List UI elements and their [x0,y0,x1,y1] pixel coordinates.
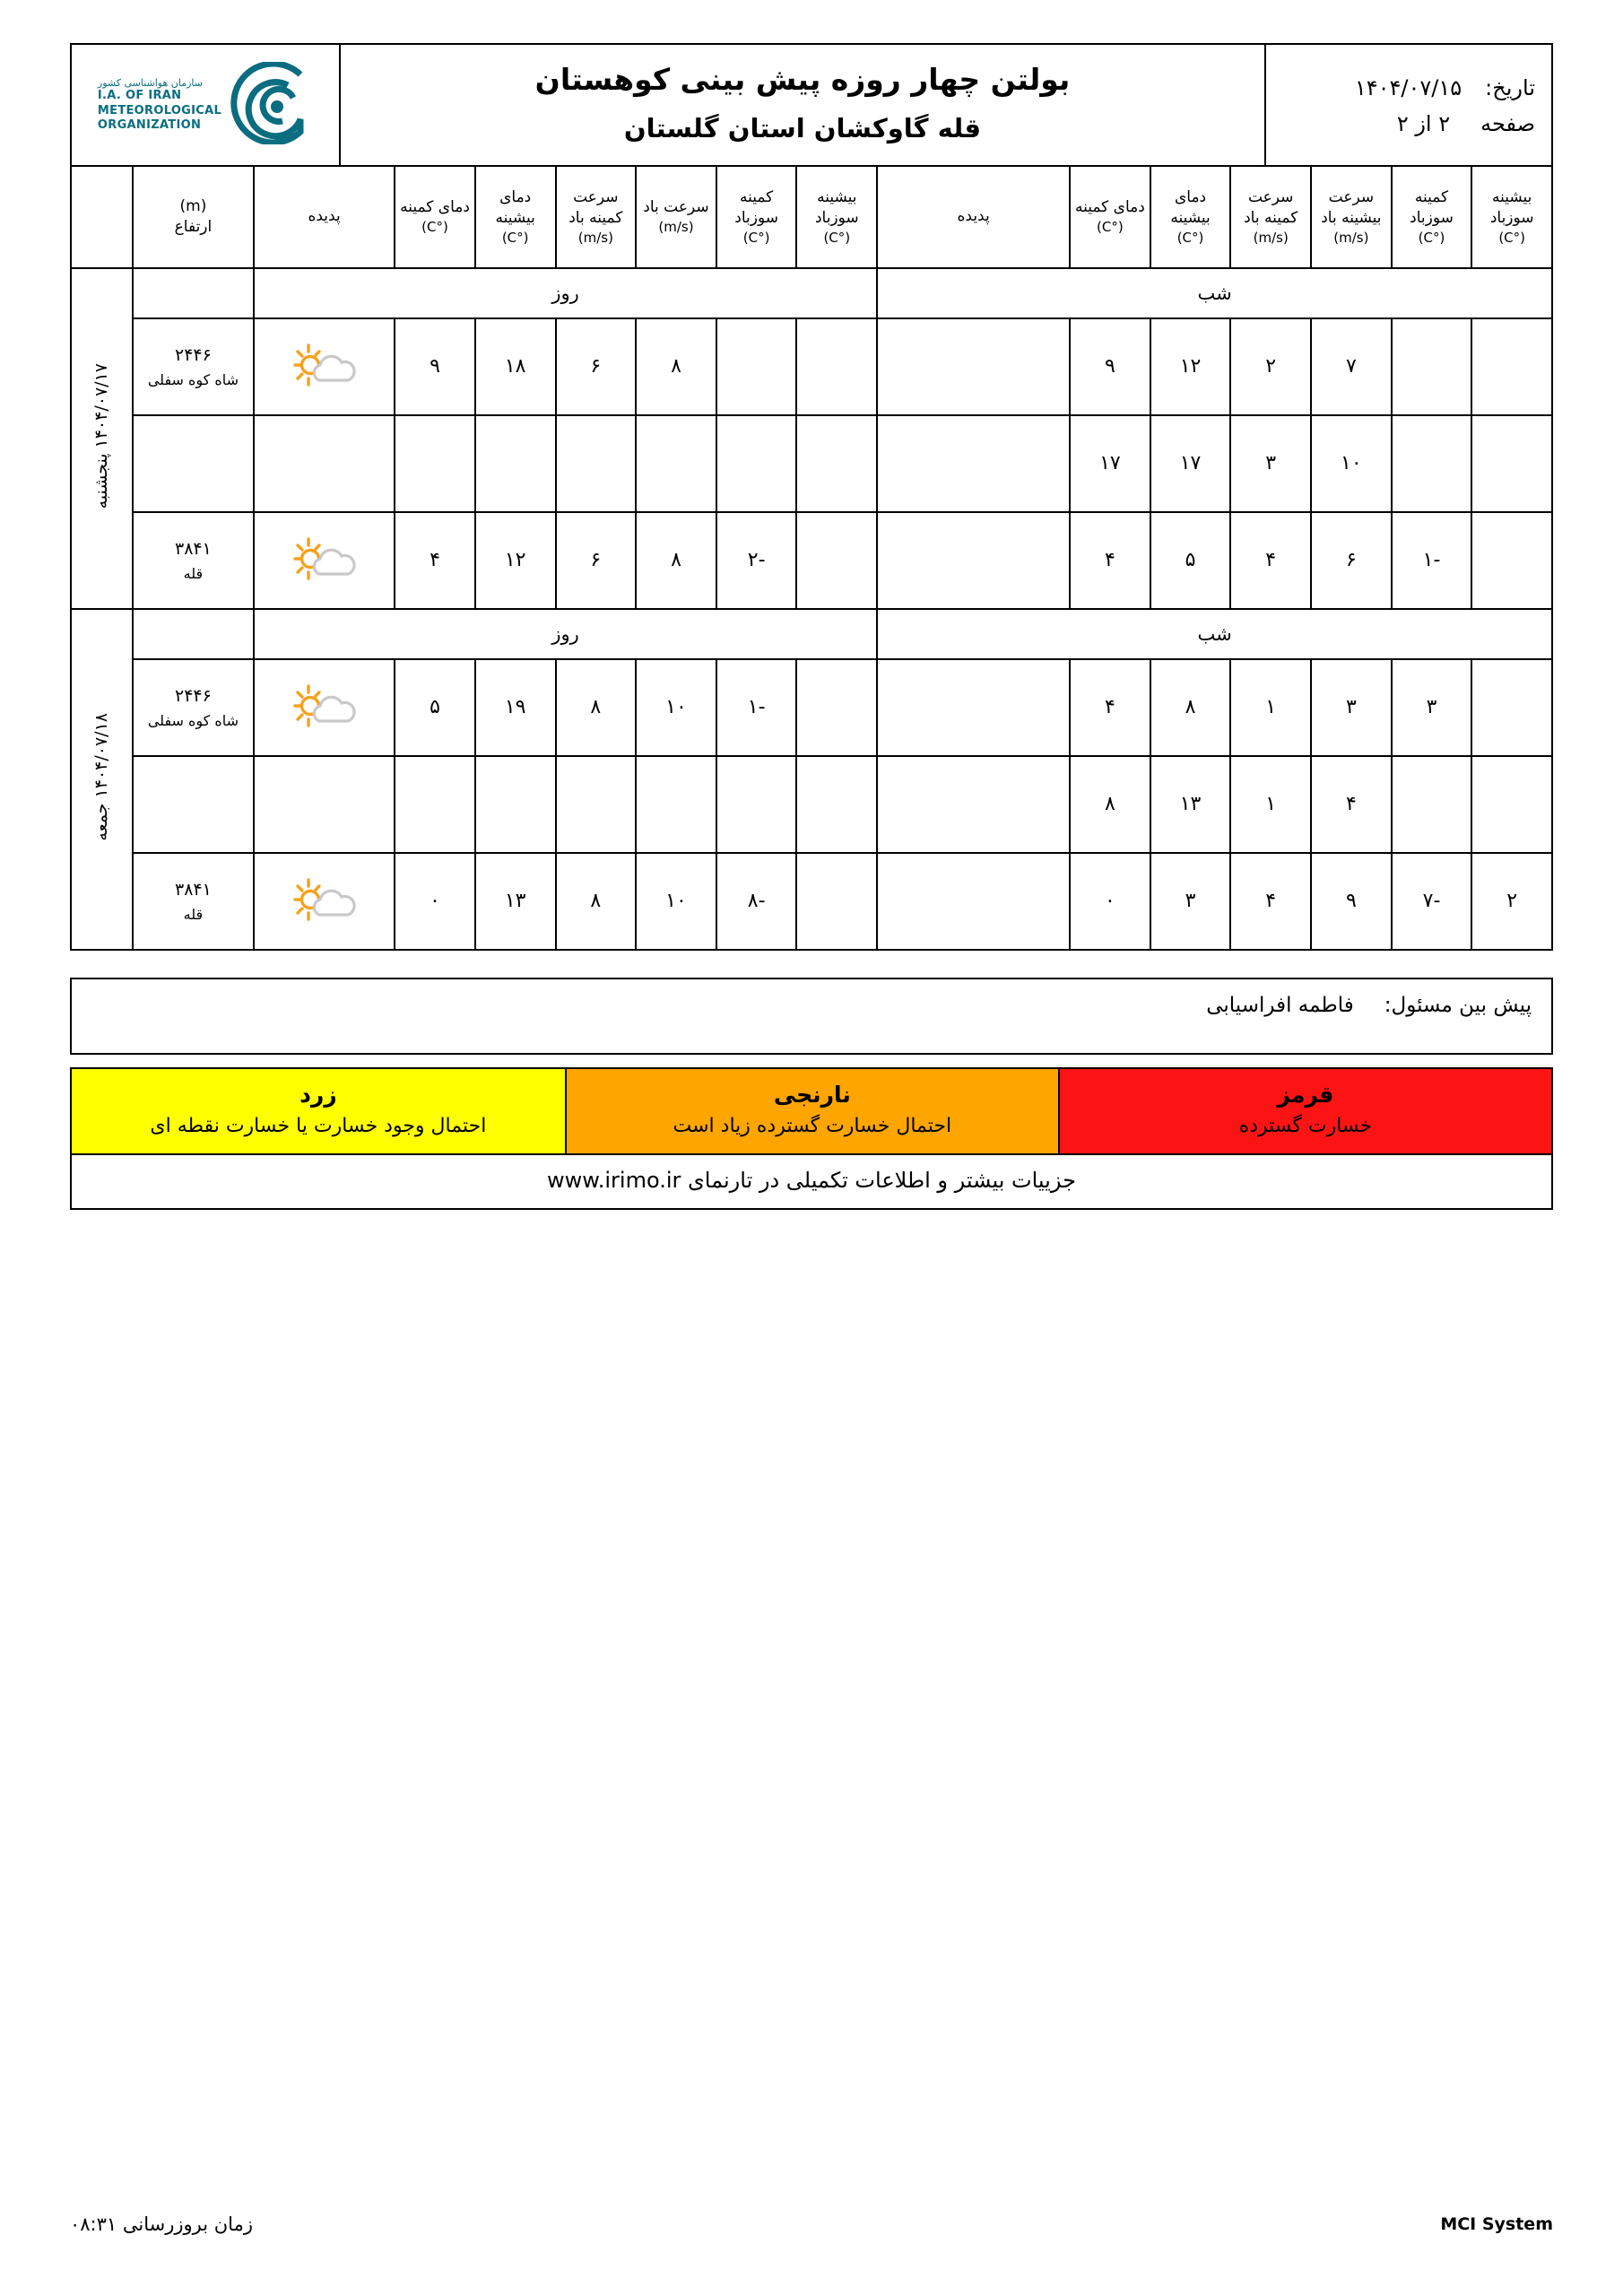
legend-orange [566,1068,1059,1154]
cell-day-phenomenon [254,512,395,609]
station-name: قله [183,906,204,924]
cell-day-phenomenon [254,853,395,950]
website-note-text: جزییات بیشتر و اطلاعات تکمیلی در تارنمای [688,1168,1076,1194]
block-date-1: ۱۴۰۴/۰۷/۱۷ پنجشنبه [71,268,133,609]
logo-text [98,77,221,134]
cell-day-min-apparent [716,756,797,853]
table-row [71,512,1552,609]
logo-line-fa: سازمان هواشناسی کشور [97,76,203,89]
cell-night-max-wind: ۹ [1311,853,1392,950]
station-name: شاه کوه سفلی [147,371,239,389]
col-night-min-temp: دمای کمینه (°C) [1070,166,1150,268]
responsible-label: پیش بین مسئول: [1384,993,1532,1017]
cell-night-max-apparent [1471,415,1552,512]
col-day-min-temp: دمای کمینه (°C) [395,166,475,268]
cell-day-max-apparent [796,512,877,609]
legend-red-title: قرمز [1277,1081,1334,1108]
cell-night-max-temp: ۱۲ [1150,318,1231,415]
legend-orange-title: نارنجی [773,1081,851,1108]
table-row [71,659,1552,756]
bulletin-sheet [70,43,1553,1210]
sun-behind-cloud-icon [256,682,393,734]
cell-night-min-wind: ۱ [1230,659,1311,756]
cell-night-min-apparent [1392,415,1472,512]
cell-night-max-wind: ۱۰ [1311,415,1392,512]
header-page-row [1279,109,1539,140]
cell-night-phenomenon [877,512,1070,609]
responsible-forecaster [70,978,1553,1055]
table-row [71,415,1552,512]
segment-row [71,268,1552,318]
legend-red-desc: خسارت گسترده [1238,1115,1373,1138]
page-subtitle: قله گاوکشان استان گلستان [623,112,982,144]
block-date-2: ۱۴۰۴/۰۷/۱۸ جمعه [71,609,133,950]
cell-day-max-temp [475,415,556,512]
page-title: بولتن چهار روزه پیش بینی کوهستان [534,62,1071,97]
logo-line-1: I.A. OF IRAN [97,89,182,103]
cell-day-max-temp: ۱۲ [475,512,556,609]
cell-day-max-temp: ۱۸ [475,318,556,415]
segment-spacer-1 [133,268,254,318]
cell-night-phenomenon [877,659,1070,756]
cell-night-max-wind: ۶ [1311,512,1392,609]
cell-night-phenomenon [877,318,1070,415]
header-page-value: ۲ از ۲ [1396,111,1451,137]
header-date-label: تاریخ: [1485,75,1535,101]
cell-day-max-wind: ۱۰ [636,853,716,950]
cell-day-min-wind: ۶ [556,318,637,415]
header-date-block [1265,44,1552,166]
header-date-value: ۱۴۰۴/۰۷/۱۵ [1354,75,1462,101]
organization-logo [75,62,335,148]
cell-day-max-apparent [796,659,877,756]
legend-yellow-desc: احتمال وجود خسارت یا خسارت نقطه ای [150,1115,487,1138]
cell-night-min-temp: ۰ [1070,853,1150,950]
cell-elevation: ۲۴۴۶ شاه کوه سفلی [133,659,254,756]
cell-night-min-wind: ۱ [1230,756,1311,853]
logo-line-2: METEOROLOGICAL [97,103,222,117]
cell-night-max-wind: ۷ [1311,318,1392,415]
cell-night-max-apparent: ۲ [1471,853,1552,950]
spiral-logo-icon [230,62,313,148]
cell-day-min-wind: ۸ [556,853,637,950]
website-url[interactable]: www.irimo.ir [547,1168,681,1194]
cell-day-max-temp [475,756,556,853]
cell-night-min-temp: ۱۷ [1070,415,1150,512]
cell-night-max-apparent [1471,318,1552,415]
sun-behind-cloud-icon [256,535,393,587]
cell-night-min-wind: ۴ [1230,512,1311,609]
cell-day-max-wind: ۸ [636,512,716,609]
table-row [71,318,1552,415]
cell-day-min-apparent [716,415,797,512]
cell-night-phenomenon [877,756,1070,853]
cell-day-min-wind: ۸ [556,659,637,756]
cell-day-min-temp: ۰ [395,853,475,950]
page-footer [70,2213,1553,2235]
cell-elevation: ۳۸۴۱ قله [133,512,254,609]
cell-elevation: ۳۸۴۱ قله [133,853,254,950]
cell-night-min-wind: ۴ [1230,853,1311,950]
cell-day-phenomenon [254,756,395,853]
footer-update-time: زمان بروزرسانی ۰۸:۳۱ [70,2213,253,2235]
cell-night-phenomenon [877,415,1070,512]
cell-night-max-apparent [1471,659,1552,756]
cell-night-min-apparent: ۳ [1392,659,1472,756]
segment-night-label-1: شب [877,268,1552,318]
table-header-row [71,166,1552,268]
header-title-block [340,44,1265,166]
cell-night-min-wind: ۳ [1230,415,1311,512]
header-logo-block [71,44,340,166]
cell-elevation: ۲۴۴۶ شاه کوه سفلی [133,318,254,415]
station-name: قله [183,565,204,583]
segment-day-label-1: روز [254,268,877,318]
cell-day-phenomenon [254,659,395,756]
col-night-max-wind: سرعت بیشینه باد (m/s) [1311,166,1392,268]
legend-yellow-title: زرد [299,1081,337,1108]
header-date-row [1279,69,1539,109]
cell-night-max-apparent [1471,756,1552,853]
cell-elevation [133,415,254,512]
table-row [71,853,1552,950]
forecast-table [70,165,1553,951]
cell-night-min-apparent [1392,318,1472,415]
cell-elevation [133,756,254,853]
col-day-min-apparent: کمینه سوزباد (°C) [716,166,797,268]
col-night-max-temp: دمای بیشینه (°C) [1150,166,1231,268]
segment-day-label-2: روز [254,609,877,659]
cell-day-min-apparent: -۱ [716,659,797,756]
cell-day-min-wind: ۶ [556,512,637,609]
cell-day-max-wind [636,756,716,853]
cell-day-max-temp: ۱۹ [475,659,556,756]
cell-day-min-temp: ۹ [395,318,475,415]
col-night-phenomenon: پدیده [877,166,1070,268]
cell-night-max-wind: ۳ [1311,659,1392,756]
col-date [71,166,133,268]
col-day-max-apparent: بیشینه سوزباد (°C) [796,166,877,268]
cell-night-min-temp: ۴ [1070,512,1150,609]
sun-behind-cloud-icon [256,341,393,393]
cell-night-min-apparent: -۷ [1392,853,1472,950]
cell-night-max-temp: ۸ [1150,659,1231,756]
col-elevation: (m) ارتفاع [133,166,254,268]
legend-red [1059,1068,1552,1154]
cell-day-min-temp [395,415,475,512]
cell-night-min-temp: ۸ [1070,756,1150,853]
cell-day-min-temp: ۵ [395,659,475,756]
segment-night-label-2: شب [877,609,1552,659]
segment-spacer-2 [133,609,254,659]
cell-day-max-apparent [796,853,877,950]
station-name: شاه کوه سفلی [147,712,239,730]
cell-day-max-apparent [796,756,877,853]
cell-night-min-apparent: -۱ [1392,512,1472,609]
cell-day-max-wind: ۱۰ [636,659,716,756]
cell-day-min-temp [395,756,475,853]
website-note [70,1155,1553,1210]
header-page-label: صفحه [1480,111,1535,137]
cell-day-min-apparent [716,318,797,415]
responsible-value: فاطمه افراسیابی [1206,993,1354,1017]
cell-night-min-apparent [1392,756,1472,853]
cell-day-max-apparent [796,318,877,415]
cell-day-min-temp: ۴ [395,512,475,609]
cell-day-max-apparent [796,415,877,512]
warning-legend [70,1067,1553,1155]
cell-day-max-wind [636,415,716,512]
legend-orange-desc: احتمال خسارت گسترده زیاد است [673,1115,952,1138]
col-day-max-temp: دمای بیشینه (°C) [475,166,556,268]
cell-day-min-apparent: -۸ [716,853,797,950]
cell-night-min-wind: ۲ [1230,318,1311,415]
cell-night-min-temp: ۹ [1070,318,1150,415]
cell-day-max-temp: ۱۳ [475,853,556,950]
bulletin-header [70,43,1553,167]
cell-day-min-apparent: -۲ [716,512,797,609]
footer-system-label: MCI System [1440,2214,1553,2234]
cell-night-max-apparent [1471,512,1552,609]
cell-night-max-temp: ۱۷ [1150,415,1231,512]
logo-line-3: ORGANIZATION [97,117,202,132]
cell-night-max-temp: ۵ [1150,512,1231,609]
segment-row [71,609,1552,659]
col-day-max-wind: سرعت باد (m/s) [636,166,716,268]
col-day-min-wind: سرعت کمینه باد (m/s) [556,166,637,268]
sun-behind-cloud-icon [256,875,393,927]
col-night-max-apparent: بیشینه سوزباد (°C) [1471,166,1552,268]
cell-night-max-temp: ۳ [1150,853,1231,950]
col-night-min-apparent: کمینه سوزباد (°C) [1392,166,1472,268]
table-row [71,756,1552,853]
cell-night-min-temp: ۴ [1070,659,1150,756]
cell-day-max-wind: ۸ [636,318,716,415]
cell-night-max-temp: ۱۳ [1150,756,1231,853]
col-day-phenomenon: پدیده [254,166,395,268]
cell-day-phenomenon [254,415,395,512]
legend-yellow [71,1068,566,1154]
cell-night-phenomenon [877,853,1070,950]
cell-night-max-wind: ۴ [1311,756,1392,853]
cell-day-phenomenon [254,318,395,415]
cell-day-min-wind [556,415,637,512]
col-night-min-wind: سرعت کمینه باد (m/s) [1230,166,1311,268]
cell-day-min-wind [556,756,637,853]
